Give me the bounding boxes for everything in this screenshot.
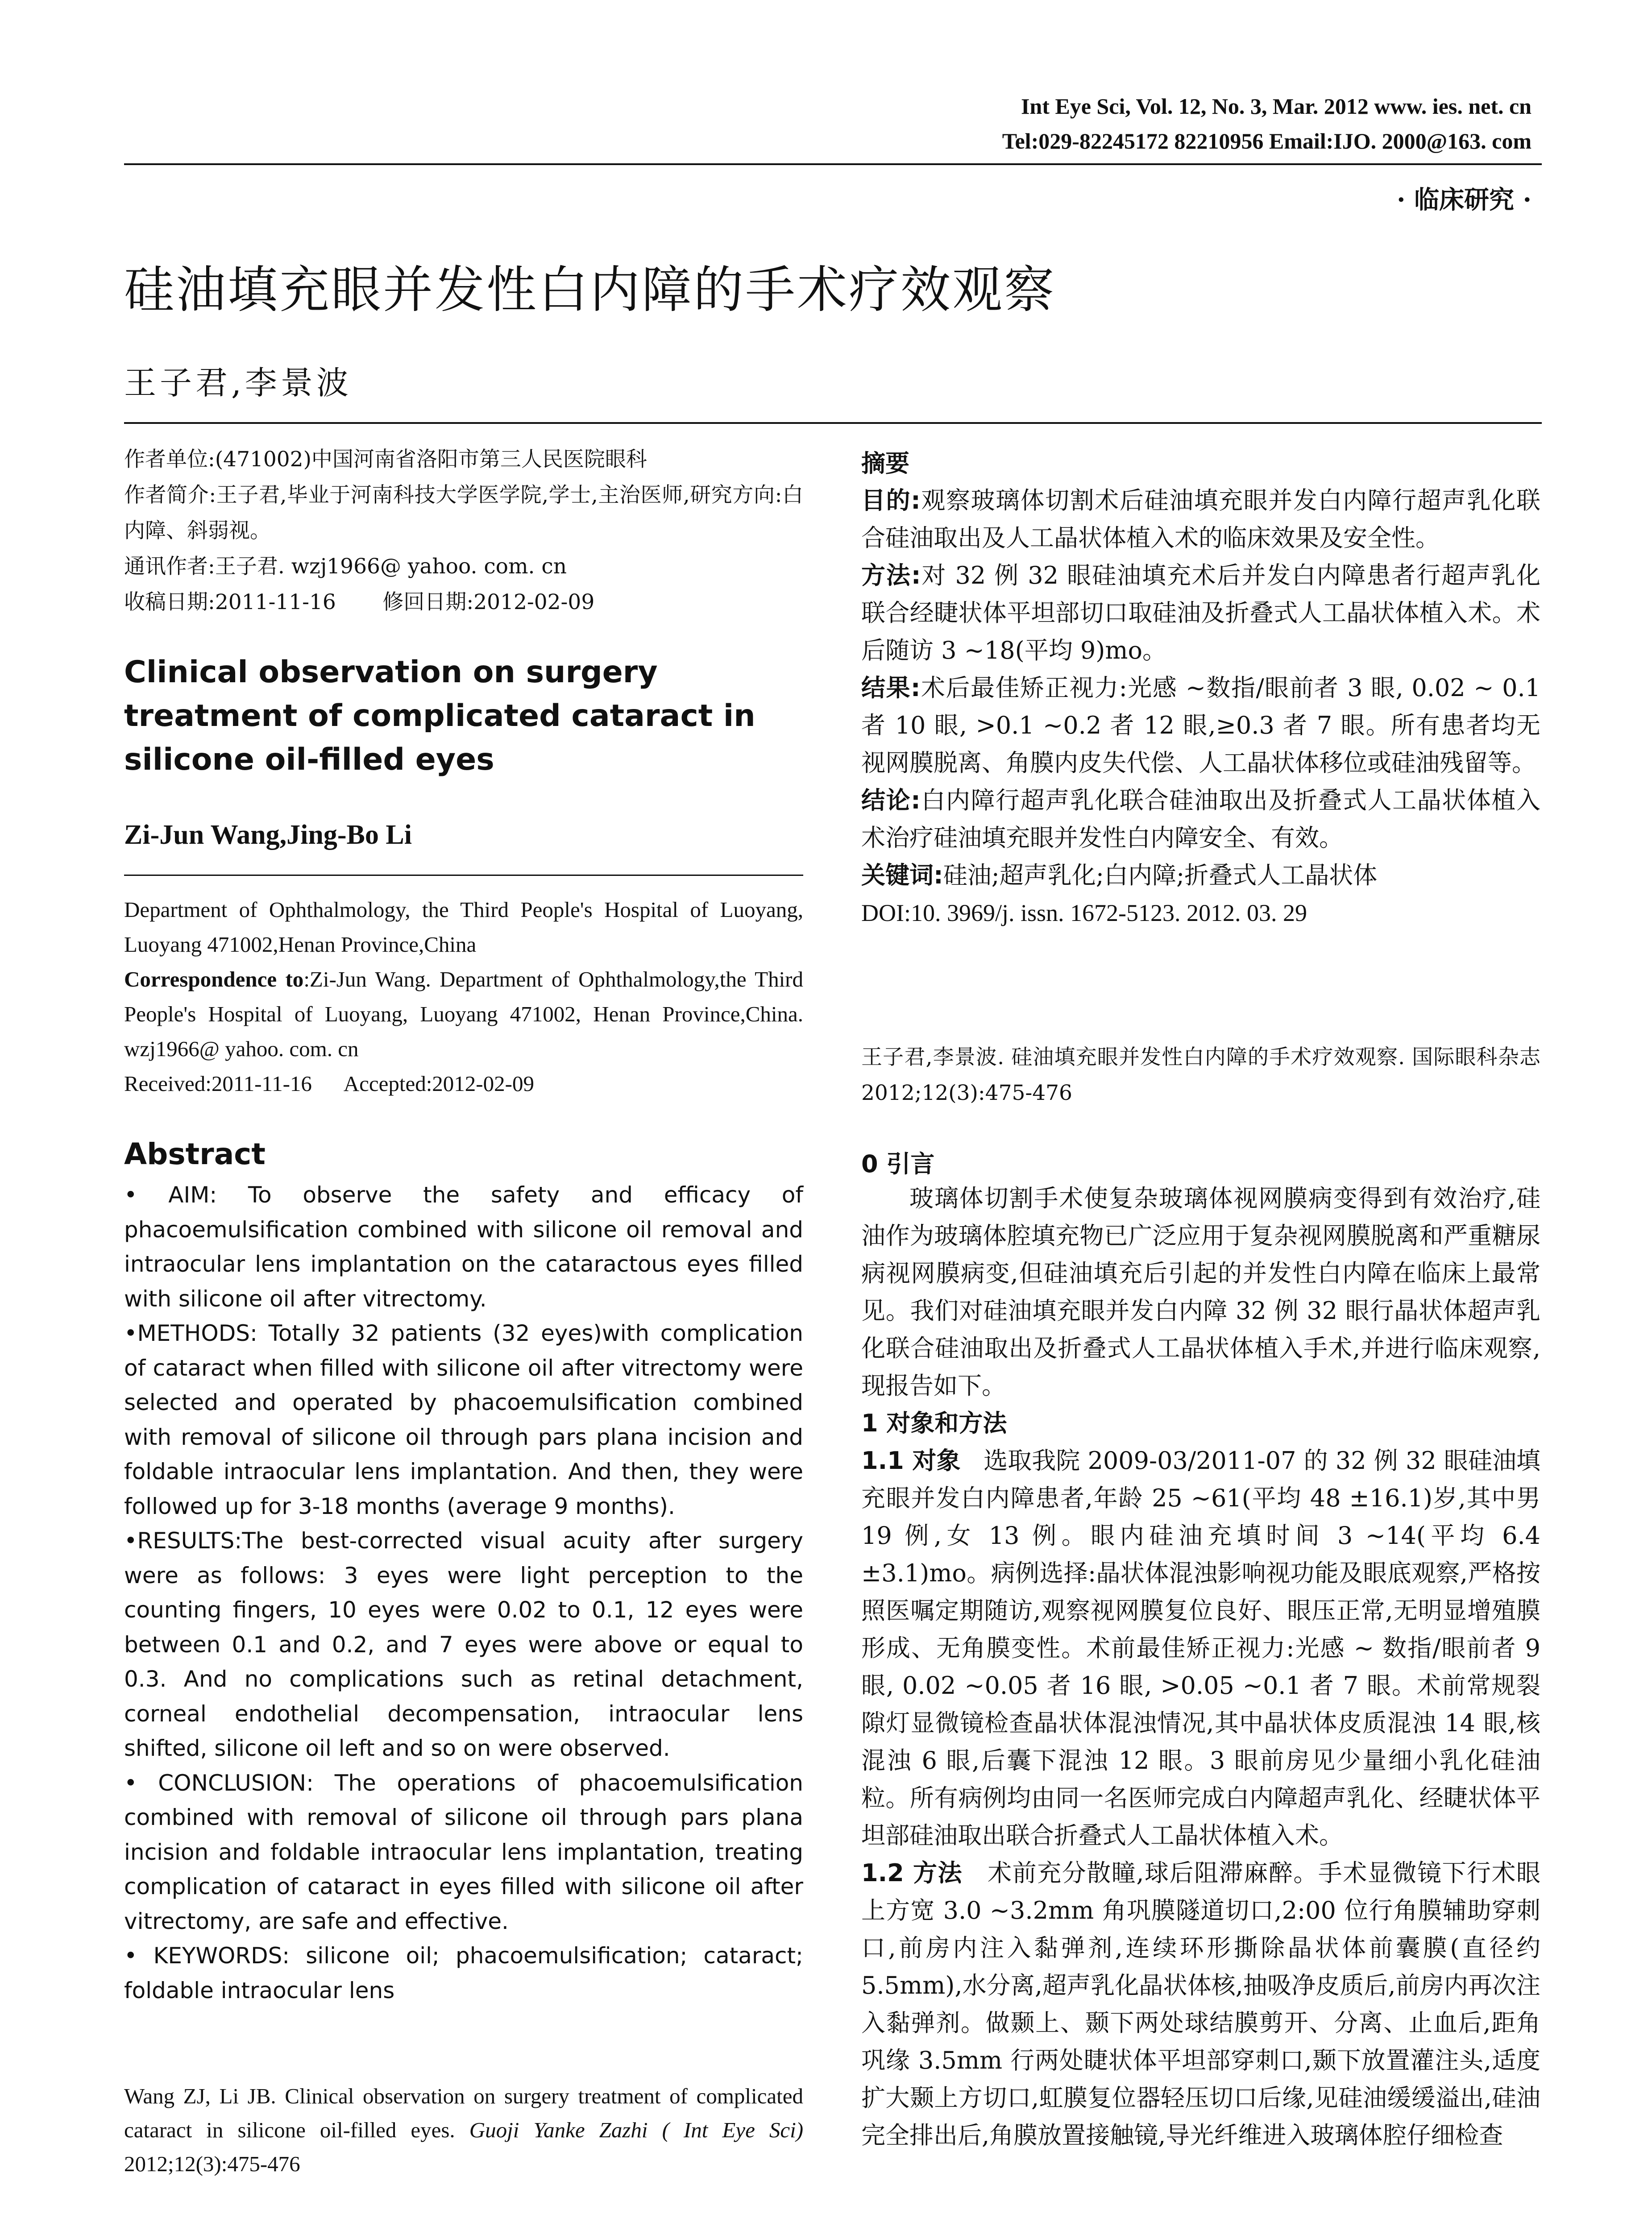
journal-name: Guoji Yanke Zazhi	[469, 2118, 648, 2142]
received-dates-cn: 收稿日期:2011-11-16 修回日期:2012-02-09	[124, 590, 595, 614]
abstract-heading-cn: 摘要	[861, 449, 909, 477]
citation-cn: 王子君,李景波. 硅油填充眼并发性白内障的手术疗效观察. 国际眼科杂志 2012;12(3):475-476	[861, 1045, 1540, 1105]
received-dates-en: Received:2011-11-16 Accepted:2012-02-09	[124, 1071, 534, 1096]
abstract-cn-aim: 目的:观察玻璃体切割术后硅油填充眼并发白内障行超声乳化联合硅油取出及人工晶状体植入术的临床效果及安全性。	[861, 486, 1540, 552]
doi: DOI:10. 3969/j. issn. 1672-5123. 2012. 03. 29	[861, 900, 1307, 926]
corresponding-author: 通讯作者:王子君. wzj1966@ yahoo. com. cn	[124, 554, 567, 579]
correspondence-text: :Zi-Jun Wang. Department of Ophthalmology,the Third People's Hospital of Luoyang, Luoyang 471002, Henan Province,China. wzj1966@ yahoo. com. cn	[124, 967, 803, 1061]
abstract-conclusion: • CONCLUSION: The operations of phacoemulsification combined with removal of silicone oil through pars plana incision and foldable intraocular lens implantation, treating complication of cataract in eyes filled with silicone oil after vitrectomy, are safe and effective.	[124, 1770, 803, 1934]
article-title-en: Clinical observation on surgery treatment of complicated cataract in silicone oil-filled eyes	[124, 655, 755, 777]
abstract-cn-methods: 方法:对 32 例 32 眼硅油填充术后并发白内障患者行超声乳化联合经睫状体平坦部切口取硅油及折叠式人工晶状体植入术。术后随访 3 ~18(平均 9)mo。	[861, 561, 1540, 664]
authors-en: Zi-Jun Wang,Jing-Bo Li	[124, 820, 412, 850]
authors-cn: 王子君,李景波	[124, 364, 352, 402]
journal-abbrev: ( Int Eye Sci)	[662, 2118, 804, 2142]
intro-paragraph: 玻璃体切割手术使复杂玻璃体视网膜病变得到有效治疗,硅油作为玻璃体腔填充物已广泛应用于复杂视网膜脱离和严重糖尿病视网膜病变,但硅油填充后引起的并发性白内障在临床上最常见。我们对硅油填充眼并发白内障 32 例 32 眼行晶状体超声乳化联合硅油取出及折叠式人工晶状体植入手术,并进行临床观察,现报告如下。	[861, 1184, 1540, 1400]
journal-header-line2: Tel:029-82245172 82210956 Email:IJO. 2000@163. com	[1002, 129, 1532, 153]
correspondence-label: Correspondence to	[124, 967, 304, 991]
abstract-cn-keywords: 关键词:硅油;超声乳化;白内障;折叠式人工晶状体	[861, 861, 1378, 889]
methods-heading: 1 对象和方法	[861, 1409, 1007, 1437]
abstract-cn-results: 结果:术后最佳矫正视力:光感 ~数指/眼前者 3 眼, 0.02 ~ 0.1 者 10 眼, >0.1 ~0.2 者 12 眼,≥0.3 者 7 眼。所有患者均无视网膜脱离、角膜内皮失代偿、人工晶状体移位或硅油残留等。	[861, 674, 1540, 777]
body-text	[861, 1180, 1540, 2154]
abstract-heading-en: Abstract	[124, 1137, 266, 1171]
author-unit: 作者单位:(471002)中国河南省洛阳市第三人民医院眼科	[124, 447, 647, 472]
article-title-cn: 硅油填充眼并发性白内障的手术疗效观察	[124, 261, 1056, 319]
abstract-en	[124, 1178, 803, 2008]
abstract-keywords: • KEYWORDS: silicone oil; phacoemulsification; cataract; foldable intraocular lens	[124, 1943, 803, 2003]
intro-heading: 0 引言	[861, 1150, 935, 1178]
abstract-methods: •METHODS: Totally 32 patients (32 eyes)with complication of cataract when filled with silicone oil after vitrectomy were selected and operated by phacoemulsification combined with removal of silicone oil through pars plana incision and foldable intraocular lens implantation. And then, they were followed up for 3-18 months (average 9 months).	[124, 1320, 803, 1519]
section-label: · 临床研究 ·	[1397, 185, 1532, 215]
subjects-paragraph: 1.1 对象 选取我院 2009-03/2011-07 的 32 例 32 眼硅油填充眼并发白内障患者,年龄 25 ~61(平均 48 ±16.1)岁,其中男 19 例,女 13 例。眼内硅油充填时间 3 ~14(平均 6.4 ±3.1)mo。病例选择:晶状体混浊影响视功能及眼底观察,严格按照医嘱定期随访,观察视网膜复位良好、眼压正常,无明显增殖膜形成、无角膜变性。术前最佳矫正视力:光感 ~ 数指/眼前者 9 眼, 0.02 ~0.05 者 16 眼, >0.05 ~0.1 者 7 眼。术前常规裂隙灯显微镜检查晶状体混浊情况,其中晶状体皮质混浊 14 眼,核混浊 6 眼,后囊下混浊 12 眼。3 眼前房见少量细小乳化硅油粒。所有病例均由同一名医师完成白内障超声乳化、经睫状体平坦部硅油取出联合折叠式人工晶状体植入术。	[861, 1447, 1540, 1849]
author-info	[124, 442, 803, 620]
abstract-cn	[861, 482, 1540, 932]
header-rule	[124, 163, 1542, 165]
author-bio: 作者简介:王子君,毕业于河南科技大学医学院,学士,主治医师,研究方向:白内障、斜弱视。	[124, 483, 803, 543]
procedure-paragraph: 1.2 方法 术前充分散瞳,球后阻滞麻醉。手术显微镜下行术眼上方宽 3.0 ~3.2mm 角巩膜隧道切口,2:00 位行角膜辅助穿刺口,前房内注入黏弹剂,连续环形撕除晶状体前囊膜(直径约 5.5mm),水分离,超声乳化晶状体核,抽吸净皮质后,前房内再次注入黏弹剂。做颞上、颞下两处球结膜剪开、分离、止血后,距角巩缘 3.5mm 行两处睫状体平坦部穿刺口,颞下放置灌注头,适度扩大颞上方切口,虹膜复位器轻压切口后缘,见硅油缓缓溢出,硅油完全排出后,角膜放置接触镜,导光纤维进入玻璃体腔仔细检查	[861, 1859, 1540, 2149]
journal-header-line1: Int Eye Sci, Vol. 12, No. 3, Mar. 2012 www. ies. net. cn	[1021, 94, 1532, 119]
title-rule	[124, 422, 1542, 424]
citation-en: Wang ZJ, Li JB. Clinical observation on surgery treatment of complicated cataract in silicone oil-filled eyes. Guoji Yanke Zazhi ( Int Eye Sci) 2012;12(3):475-476	[124, 2084, 804, 2176]
abstract-aim: • AIM: To observe the safety and efficacy of phacoemulsification combined with silicone oil removal and intraocular lens implantation on the cataractous eyes filled with silicone oil after vitrectomy.	[124, 1182, 803, 1312]
abstract-cn-conclusion: 结论:白内障行超声乳化联合硅油取出及折叠式人工晶状体植入术治疗硅油填充眼并发性白内障安全、有效。	[861, 786, 1540, 852]
affiliation-en	[124, 892, 803, 1101]
affiliation-dept: Department of Ophthalmology, the Third People's Hospital of Luoyang, Luoyang 471002,Henan Province,China	[124, 897, 803, 957]
abstract-results: •RESULTS:The best-corrected visual acuity after surgery were as follows: 3 eyes were light perception to the counting fingers, 10 eyes were 0.02 to 0.1, 12 eyes were between 0.1 and 0.2, and 7 eyes were above or equal to 0.3. And no complications such as retinal detachment, corneal endothelial decompensation, intraocular lens shifted, silicone oil left and so on were observed.	[124, 1528, 803, 1761]
affiliation-rule	[124, 875, 803, 876]
correspondence-en	[124, 962, 803, 1066]
